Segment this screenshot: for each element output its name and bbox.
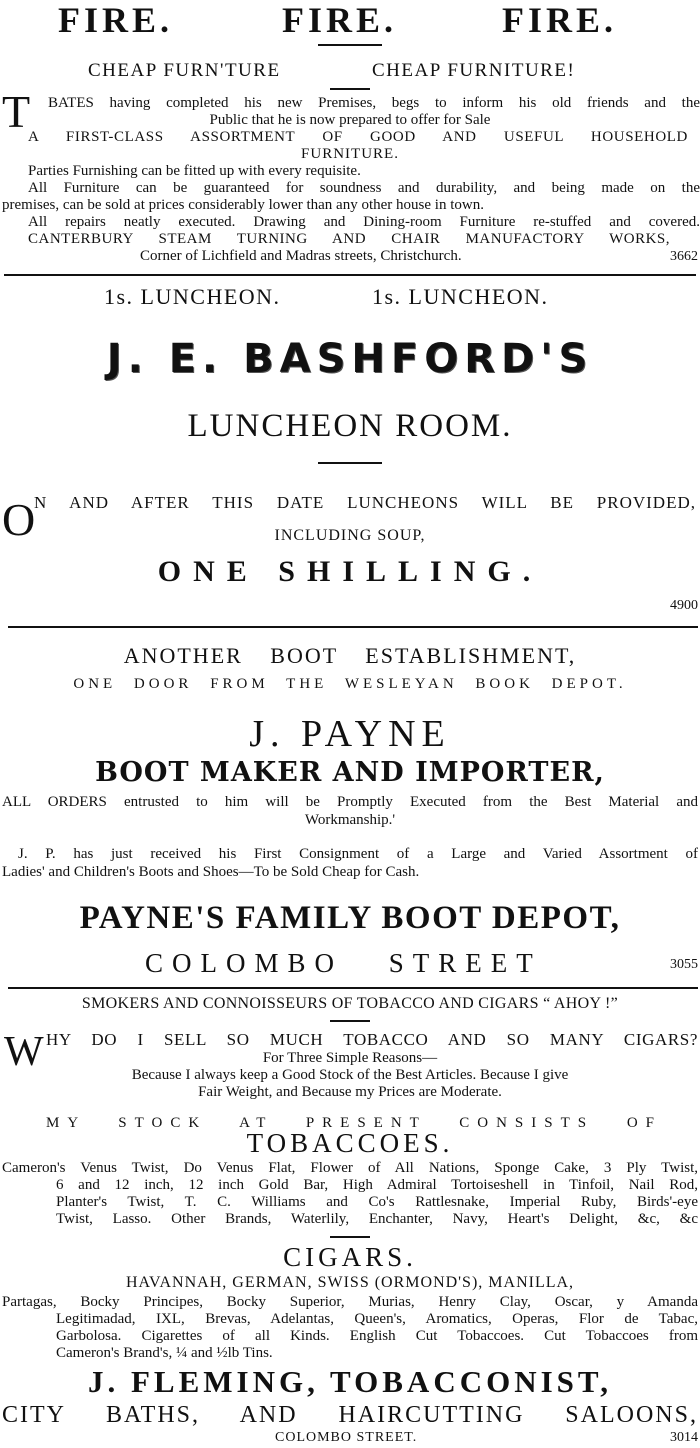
boot-depot: PAYNE'S FAMILY BOOT DEPOT, — [79, 900, 621, 936]
boot-line-1: ALL ORDERS entrusted to him will be Promptly Executed from the Best Material and — [2, 794, 698, 810]
fire-line-2: Public that he is now prepared to offer for Sale — [209, 112, 491, 128]
fire-subheader-left: CHEAP FURN'TURE — [88, 60, 281, 81]
tobacco-line-1: HY DO I SELL SO MUCH TOBACCO AND SO MANY CIGARS? — [46, 1030, 698, 1049]
tobacco-line-2: For Three Simple Reasons— — [262, 1050, 438, 1066]
fire-line-5: Parties Furnishing can be fitted up with every requisite. — [28, 163, 361, 179]
cigars-list-1: Partagas, Bocky Principes, Bocky Superior, Murias, Henry Clay, Oscar, y Amanda — [2, 1294, 698, 1310]
section-rule — [8, 987, 698, 989]
divider — [330, 1020, 370, 1022]
luncheon-header-right: 1s. LUNCHEON. — [372, 284, 549, 309]
fire-word-2: FIRE. — [282, 0, 398, 40]
divider — [330, 88, 370, 90]
cigars-list-2: Legitimadad, IXL, Brevas, Adelantas, Queen's, Aromatics, Operas, Flor de Tabac, — [56, 1311, 698, 1327]
luncheon-ref-number: 4900 — [670, 598, 698, 613]
fire-line-6: All Furniture can be guaranteed for soundness and durability, and being made on the — [28, 180, 700, 196]
tobacco-cigars-title: CIGARS. — [283, 1242, 417, 1272]
fire-word-3: FIRE. — [502, 0, 618, 40]
tobacco-list-4: Twist, Lasso. Other Brands, Waterlily, Enchanter, Navy, Heart's Delight, &c, &c — [56, 1211, 698, 1227]
tobacconist-address: COLOMBO STREET. — [275, 1430, 418, 1445]
fire-line-3: A FIRST-CLASS ASSORTMENT OF GOOD AND USEFUL HOUSEHOLD — [28, 129, 688, 145]
tobacco-list-2: 6 and 12 inch, 12 inch Gold Bar, High Admiral Tortoiseshell in Tinfoil, Nail Rod, — [56, 1177, 698, 1193]
boot-line-3: J. P. has just received his First Consignment of a Large and Varied Assortment of — [18, 846, 698, 862]
boot-header: ANOTHER BOOT ESTABLISHMENT, — [123, 643, 577, 668]
fire-line-10: Corner of Lichfield and Madras streets, Christchurch. — [140, 248, 462, 264]
tobacco-list-1: Cameron's Venus Twist, Do Venus Flat, Flower of All Nations, Sponge Cake, 3 Ply Twist, — [2, 1160, 698, 1176]
divider — [318, 462, 382, 464]
baths-saloons: CITY BATHS, AND HAIRCUTTING SALOONS, — [2, 1402, 698, 1428]
boot-line-2: Workmanship.' — [304, 812, 396, 828]
fire-line-4: FURNITURE. — [301, 146, 399, 162]
fire-header — [0, 0, 700, 40]
tobacco-drop-cap: W — [4, 1029, 44, 1075]
cigars-list-4: Cameron's Brand's, ¼ and ½lb Tins. — [56, 1345, 273, 1361]
tobacconist-name: J. FLEMING, TOBACCONIST, — [87, 1364, 613, 1399]
luncheon-title: LUNCHEON ROOM. — [187, 408, 513, 444]
fire-subheader-right: CHEAP FURNITURE! — [372, 60, 576, 81]
boot-line-4: Ladies' and Children's Boots and Shoes—To be Sold Cheap for Cash. — [2, 864, 420, 880]
fire-line-7: premises, can be sold at prices considerably lower than any other house in town. — [2, 197, 484, 213]
cigars-list-3: Garbolosa. Cigarettes of all Kinds. English Cut Tobaccoes. Cut Tobaccoes from — [56, 1328, 698, 1344]
section-rule — [4, 274, 696, 276]
boot-street: COLOMBO STREET — [145, 948, 542, 978]
luncheon-price: ONE SHILLING. — [157, 555, 543, 588]
fire-line-9: CANTERBURY STEAM TURNING AND CHAIR MANUFACTORY WORKS, — [28, 231, 670, 247]
luncheon-proprietor: J. E. BASHFORD'S — [106, 336, 594, 382]
tobacco-stock: MY STOCK AT PRESENT CONSISTS OF — [46, 1115, 662, 1131]
fire-line-8: All repairs neatly executed. Drawing and Dining-room Furniture re-stuffed and covered. — [28, 214, 700, 230]
tobacco-line-4: Fair Weight, and Because my Prices are Moderate. — [198, 1084, 502, 1100]
boot-subheader: ONE DOOR FROM THE WESLEYAN BOOK DEPOT. — [73, 676, 627, 692]
boot-ref-number: 3055 — [670, 957, 698, 972]
fire-line-1: BATES having completed his new Premises, begs to inform his old friends and the — [48, 95, 700, 111]
section-rule — [8, 626, 698, 628]
fire-word-1: FIRE. — [58, 0, 174, 40]
tobacco-tobaccoes-title: TOBACCOES. — [246, 1128, 454, 1158]
cigars-kinds: HAVANNAH, GERMAN, SWISS (ORMOND'S), MANILLA, — [125, 1274, 575, 1291]
fire-ref-number: 3662 — [670, 249, 698, 264]
boot-trade: BOOT MAKER AND IMPORTER, — [95, 757, 605, 788]
luncheon-header-left: 1s. LUNCHEON. — [104, 284, 281, 309]
fire-drop-cap: T — [2, 86, 31, 137]
tobacco-list-3: Planter's Twist, T. C. Williams and Co's Rattlesnake, Imperial Ruby, Birds'-eye — [56, 1194, 698, 1210]
luncheon-line-2: INCLUDING SOUP, — [274, 527, 426, 544]
divider — [318, 44, 382, 46]
luncheon-line-1: N AND AFTER THIS DATE LUNCHEONS WILL BE PROVIDED, — [34, 493, 696, 512]
tobacco-ref-number: 3014 — [670, 1430, 698, 1445]
tobacco-line-3: Because I always keep a Good Stock of the Best Articles. Because I give — [131, 1067, 569, 1083]
divider — [330, 1236, 370, 1238]
luncheon-drop-cap: O — [2, 494, 36, 545]
boot-proprietor: J. PAYNE — [249, 713, 451, 755]
tobacco-header: SMOKERS AND CONNOISSEURS OF TOBACCO AND CIGARS “ AHOY !” — [81, 995, 619, 1012]
